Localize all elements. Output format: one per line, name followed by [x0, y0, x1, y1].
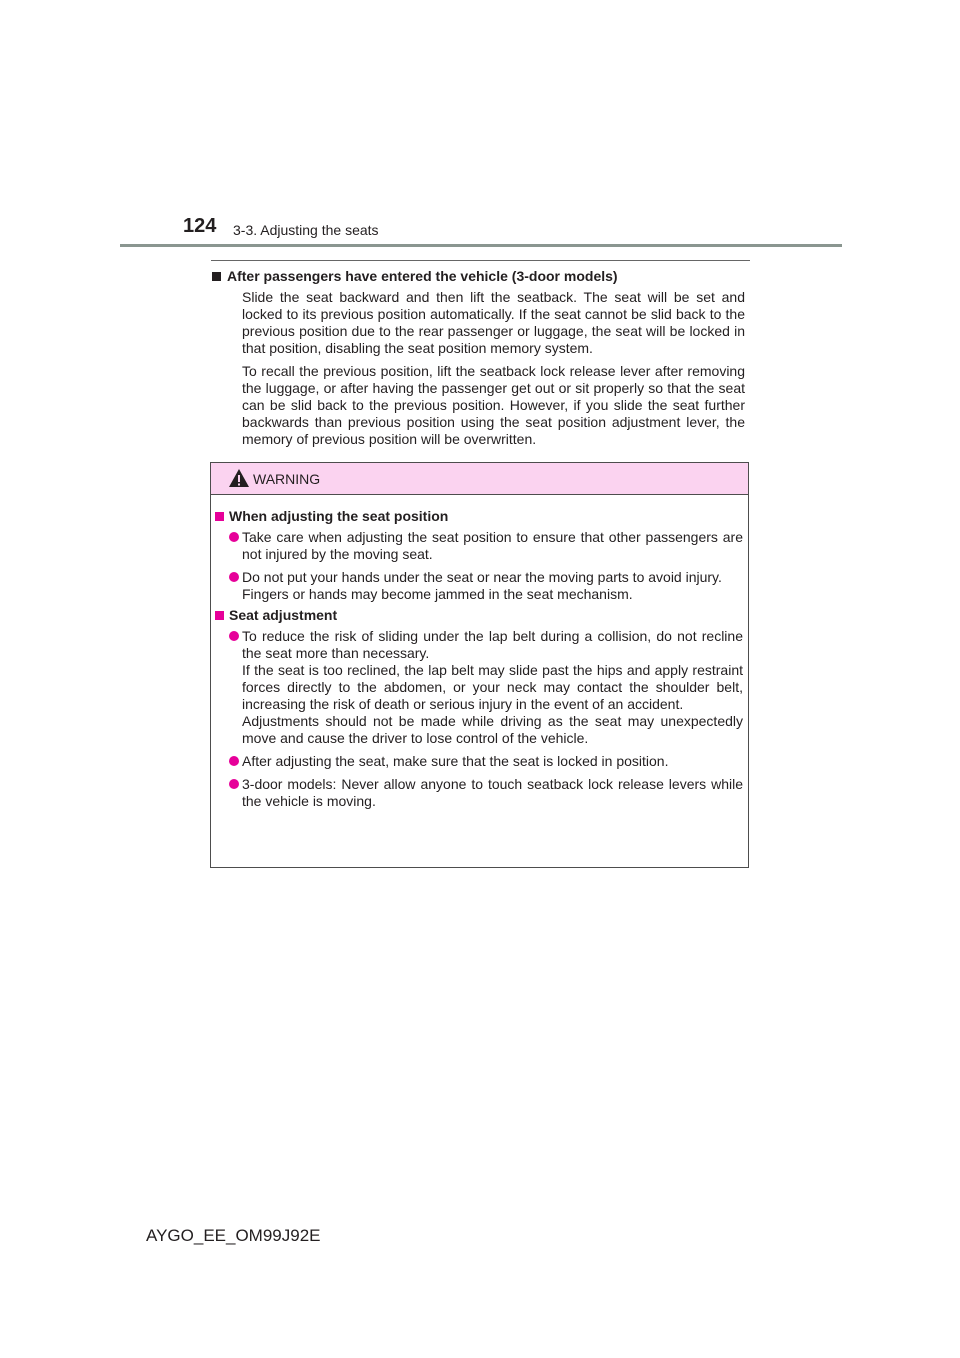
bullet-dot-icon [229, 779, 239, 789]
warning-bullet: Do not put your hands under the seat or near the moving parts to avoid injury. Fingers or hands may become jammed in the seat mechanism. [215, 569, 743, 603]
section-title: 3-3. Adjusting the seats [233, 222, 379, 238]
square-bullet-icon [215, 611, 224, 620]
warning-group-heading: Seat adjustment [215, 607, 743, 624]
page-number: 124 [183, 215, 217, 237]
warning-bullet: Take care when adjusting the seat position to ensure that other passengers are not injured by the moving seat. [215, 529, 743, 563]
square-bullet-icon [212, 272, 221, 281]
warning-triangle-icon [228, 468, 250, 488]
warning-bullet: 3-door models: Never allow anyone to touch seatback lock release levers while the vehicle is moving. [215, 776, 743, 810]
warning-header [211, 463, 748, 495]
footer-document-code: AYGO_EE_OM99J92E [146, 1226, 321, 1245]
section-divider [211, 260, 750, 261]
section-paragraph-2: To recall the previous position, lift the seatback lock release lever after removing the luggage, or after having the passenger get out or sit properly so that the seat can be slid back to the previous position. However, if you slide the seat further backwards than previous position using the seat position adjustment lever, the memory of previous position will be overwritten. [242, 363, 745, 447]
section-after-passengers [211, 268, 745, 448]
square-bullet-icon [215, 512, 224, 521]
bullet-dot-icon [229, 631, 239, 641]
warning-bullet: After adjusting the seat, make sure that the seat is locked in position. [215, 753, 743, 770]
warning-box [210, 462, 749, 868]
section-heading: After passengers have entered the vehicle (3-door models) [211, 268, 745, 285]
header-rule [120, 244, 842, 247]
bullet-dot-icon [229, 532, 239, 542]
section-paragraph-1: Slide the seat backward and then lift the seatback. The seat will be set and locked to its previous position automatically. If the seat cannot be slid back to the previous position due to the rear passenger or luggage, the seat will be locked in that position, disabling the seat position memory system. [242, 289, 745, 356]
bullet-dot-icon [229, 756, 239, 766]
warning-group-heading: When adjusting the seat position [215, 508, 743, 525]
warning-body [211, 495, 748, 810]
warning-bullet: To reduce the risk of sliding under the lap belt during a collision, do not recline the seat more than necessary. If the seat is too reclined, the lap belt may slide past the hips and apply restraint forces directly to the abdomen, or your neck may contact the shoulder belt, increasing the risk of death or serious injury in the event of an accident. Adjustments should not be made while driving as the seat may unexpectedly move and cause the driver to lose control of the vehicle. [215, 628, 743, 747]
bullet-dot-icon [229, 572, 239, 582]
warning-label: WARNING [253, 471, 321, 487]
